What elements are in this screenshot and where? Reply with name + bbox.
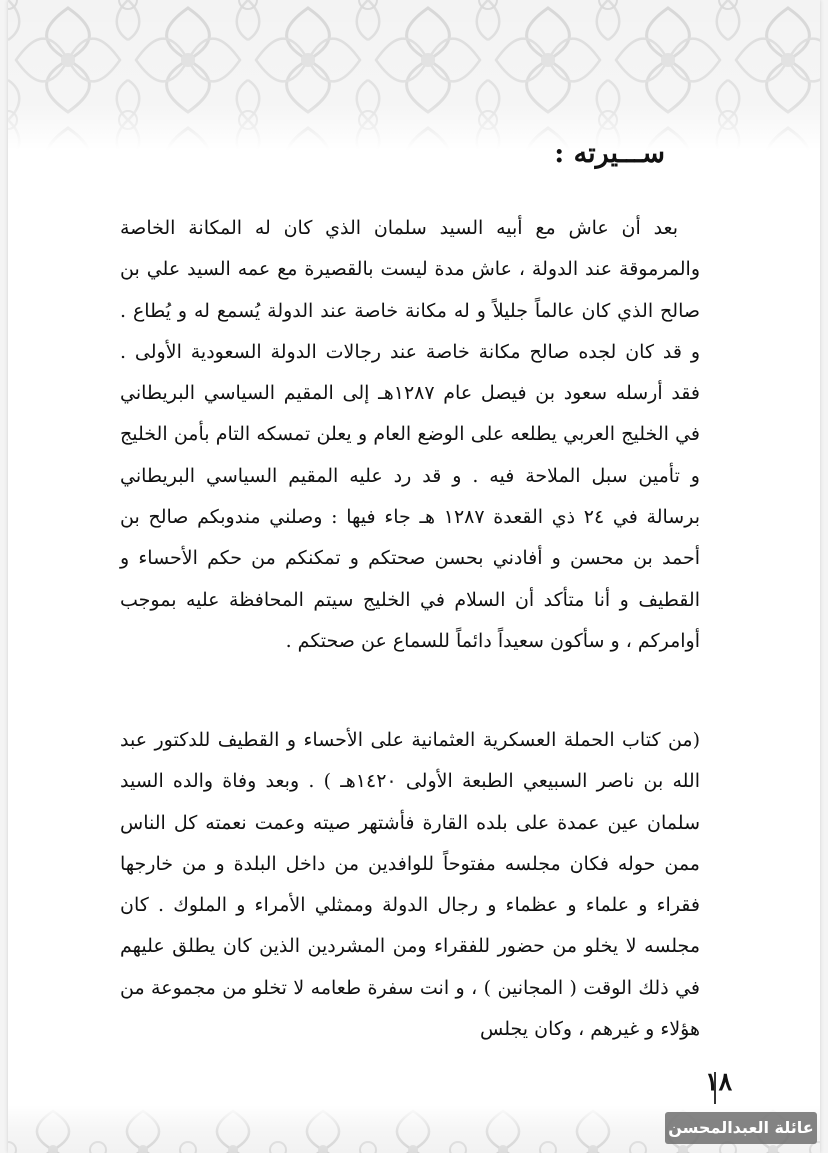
paragraph-continuation: (من كتاب الحملة العسكرية العثمانية على الأحساء و القطيف للدكتور عبد الله بن ناصر السبيعي الطبعة الأولى ١٤٢٠هـ ) . وبعد وفاة والده السيد سلمان عين عمدة على بلده القارة فأشتهر صيته وعمت نعمته كل الناس ممن حوله فكان مجلسه مفتوحاً للوافدين من داخل البلدة و من خارجها فقراء و علماء و عظماء و رجال الدولة وممثلي الأمراء و الملوك . كان مجلسه لا يخلو من حضور للفقراء ومن المشردين الذين كان يطلق عليهم في ذلك الوقت ( المجانين ) ، و انت سفرة طعامه لا تخلو من مجموعة من هؤلاء و غيرهم ، وكان يجلس [120, 729, 701, 1041]
page-number: ١٨ [705, 1067, 732, 1096]
book-page [8, 0, 820, 1153]
paragraph-biography: بعد أن عاش مع أبيه السيد سلمان الذي كان له المكانة الخاصة والمرموقة عند الدولة ، عاش مدة ليست بالقصيرة مع عمه السيد علي بن صالح الذي كان عالماً جليلاً و له مكانة خاصة عند الدولة يُسمع له و يُطاع . و قد كان لجده صالح مكانة خاصة عند رجالات الدولة السعودية الأولى . فقد أرسله سعود بن فيصل عام ١٢٨٧هـ إلى المقيم السياسي البريطاني في الخليج العربي يطلعه على الوضع العام و يعلن تمسكه التام بأمن الخليج و تأمين سبل الملاحة فيه . و قد رد عليه المقيم السياسي البريطاني برسالة في ٢٤ ذي القعدة ١٢٨٧ هـ جاء فيها : وصلني مندوبكم صالح بن أحمد بن محسن و أفادني بحسن صحتكم و تمكنكم من حكم الأحساء و القطيف و أنا متأكد أن السلام في الخليج سيتم المحافظة عليه بموجب أوامركم ، و سأكون سعيداً دائماً للسماع عن صحتكم . [120, 217, 700, 652]
section-title: ســـيرته : [554, 138, 665, 169]
family-watermark-label: عائلة العبدالمحسن [665, 1112, 817, 1144]
top-ornament-border [8, 0, 820, 150]
